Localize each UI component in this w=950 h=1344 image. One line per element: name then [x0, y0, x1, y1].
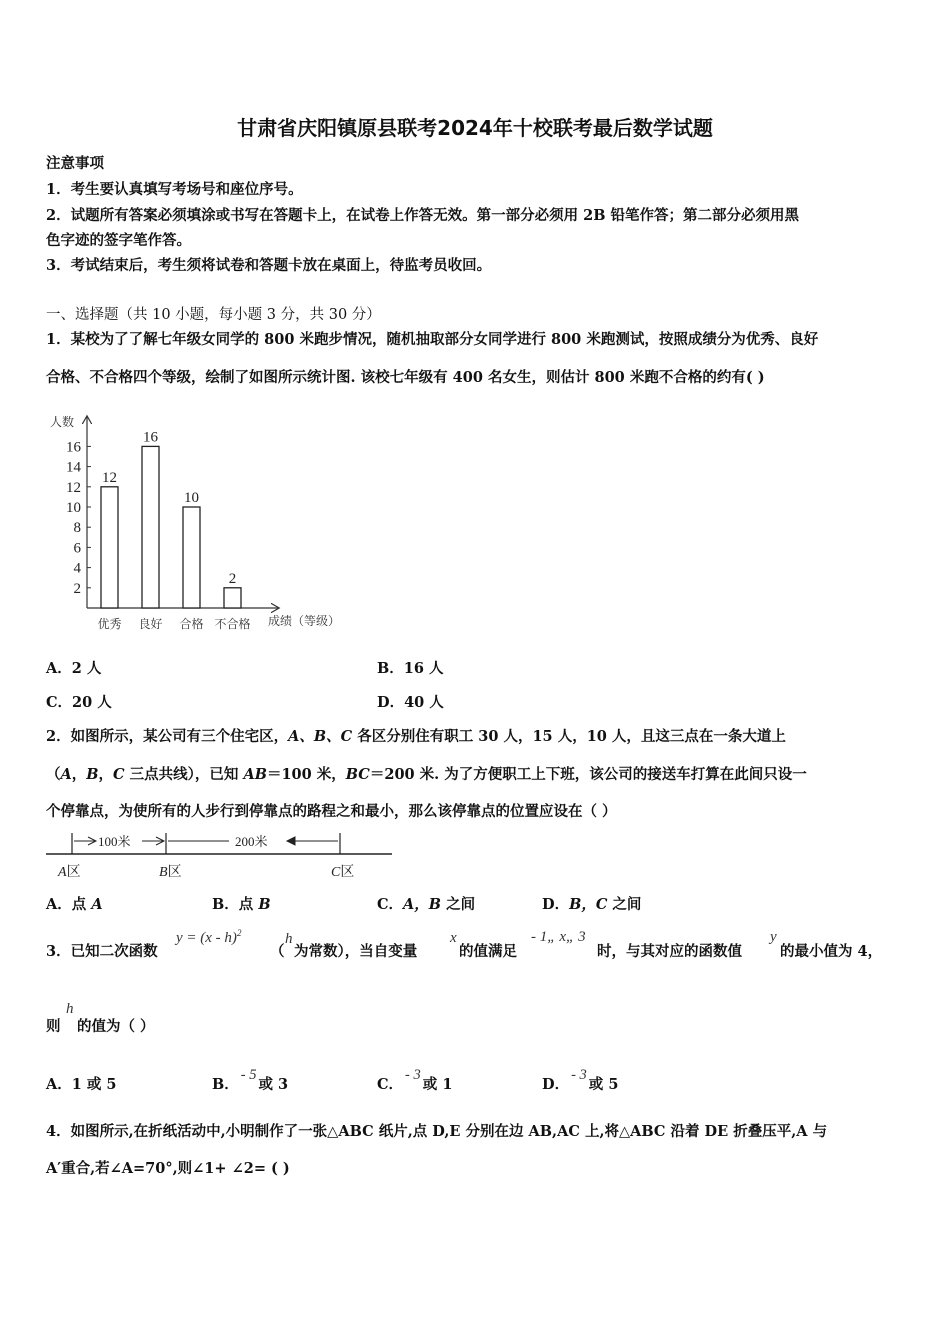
bar-data-label: 16 [143, 429, 158, 446]
q3-text-pre: 3．已知二次函数 [46, 943, 158, 960]
x-tick-label: 合格 [179, 617, 204, 631]
y-axis-label: 人数 [50, 415, 75, 429]
notice-item: 3．考试结束后，考生须将试卷和答题卡放在桌面上，待监考员收回。 [46, 257, 492, 274]
q3-text-mid: 为常数），当自变量 [294, 943, 418, 960]
q3-option-b[interactable]: B．- 5或 3 [212, 1067, 289, 1093]
q1-option-b[interactable]: B．16 人 [377, 660, 444, 677]
q1-option-d[interactable]: D．40 人 [377, 694, 444, 711]
q3-paren: （ [270, 943, 285, 960]
y-tick-label: 14 [66, 459, 81, 476]
bar-3 [224, 588, 241, 608]
q3-text-end: 的最小值为 4， [780, 943, 883, 960]
q2-text-line2: （A，B，C 三点共线），已知 AB＝100 米，BC＝200 米. 为了方便职工上下班，该公司的接送车打算在此间只设一 [46, 766, 807, 783]
y-tick-label: 8 [73, 520, 81, 537]
y-tick-label: 6 [73, 540, 81, 557]
q2-option-b[interactable]: B．点 B [212, 896, 271, 913]
x-tick-label: 良好 [138, 617, 163, 631]
q2-option-d[interactable]: D．B，C 之间 [542, 896, 642, 913]
q2-option-c[interactable]: C．A，B 之间 [377, 896, 476, 913]
q3-var-x: x [450, 930, 457, 946]
point-c-label: C区 [331, 865, 355, 880]
notice-item: 2．试题所有答案必须填涂或书写在答题卡上，在试卷上作答无效。第一部分必须用 2B 铅笔作答；第二部分必须用黑 [46, 207, 800, 224]
q1-option-c[interactable]: C．20 人 [46, 694, 112, 711]
q3-line2-post: 的值为（ ） [77, 1018, 155, 1035]
y-tick-label: 10 [66, 500, 81, 516]
x-tick-label: 不合格 [214, 617, 251, 631]
section-heading: 一、选择题（共 10 小题，每小题 3 分，共 30 分） [46, 307, 381, 323]
bar-data-label: 12 [102, 469, 117, 486]
q3-line2-h: h [66, 1001, 74, 1017]
page-title: 甘肃省庆阳镇原县联考2024年十校联考最后数学试题 [237, 116, 713, 140]
y-tick-label: 4 [73, 560, 81, 577]
point-b-label: B区 [159, 865, 182, 880]
q2-text-line1: 2．如图所示，某公司有三个住宅区，A、B、C 各区分别住有职工 30 人，15 人，10 人，且这三点在一条大道上 [46, 728, 786, 745]
q3-line2-pre: 则 [46, 1018, 61, 1035]
q1-text-line2: 合格、不合格四个等级，绘制了如图所示统计图. 该校七年级有 400 名女生，则估计 800 米跑不合格的约有( ) [46, 369, 765, 386]
q3-var-h: h [285, 931, 293, 947]
q2-option-a[interactable]: A．点 A [46, 896, 103, 913]
bar-data-label: 10 [184, 490, 199, 506]
q3-option-a[interactable]: A．1 或 5 [46, 1076, 117, 1093]
q4-text-line2: A′重合,若∠A=70°,则∠1+ ∠2= ( ) [46, 1160, 290, 1177]
q3-condition: - 1„ x„ 3 [531, 929, 586, 945]
notice-heading: 注意事项 [46, 155, 104, 172]
q3-var-y: y [770, 929, 777, 945]
bar-2 [183, 507, 200, 608]
bar-0 [101, 487, 118, 608]
q3-text-post: 时，与其对应的函数值 [597, 943, 742, 960]
q1-text-line1: 1．某校为了了解七年级女同学的 800 米跑步情况，随机抽取部分女同学进行 800 米跑测试，按照成绩分为优秀、良好 [46, 331, 819, 348]
q3-text-cond: 的值满足 [459, 943, 517, 960]
y-tick-label: 16 [66, 439, 81, 456]
x-axis-label: 成绩（等级） [268, 614, 341, 628]
q4-text-line1: 4．如图所示,在折纸活动中,小明制作了一张△ABC 纸片,点 D,E 分别在边 AB,AC 上,将△ABC 沿着 DE 折叠压平,A 与 [46, 1123, 828, 1140]
q2-text-line3: 个停靠点，为使所有的人步行到停靠点的路程之和最小，那么该停靠点的位置应设在（ ） [46, 803, 617, 820]
bar-1 [142, 446, 159, 608]
road-figure [44, 827, 394, 883]
dim-bc-label: 200米 [235, 834, 268, 849]
arrow-left-icon [287, 837, 295, 845]
notice-item: 1．考生要认真填写考场号和座位序号。 [46, 181, 303, 198]
x-tick-label: 优秀 [97, 617, 122, 631]
bar-data-label: 2 [228, 570, 237, 587]
q1-option-a[interactable]: A．2 人 [46, 660, 102, 677]
point-a-label: A区 [58, 865, 81, 880]
dim-ab-label: 100米 [98, 834, 131, 849]
y-tick-label: 12 [66, 479, 81, 496]
q3-option-d[interactable]: D．- 3或 5 [542, 1067, 619, 1093]
notice-item: 色字迹的签字笔作答。 [46, 232, 191, 249]
q3-formula: y = (x - h)$^2$ [176, 928, 242, 946]
bar-chart [40, 405, 360, 637]
q3-option-c[interactable]: C．- 3或 1 [377, 1067, 453, 1093]
y-tick-label: 2 [73, 580, 81, 597]
